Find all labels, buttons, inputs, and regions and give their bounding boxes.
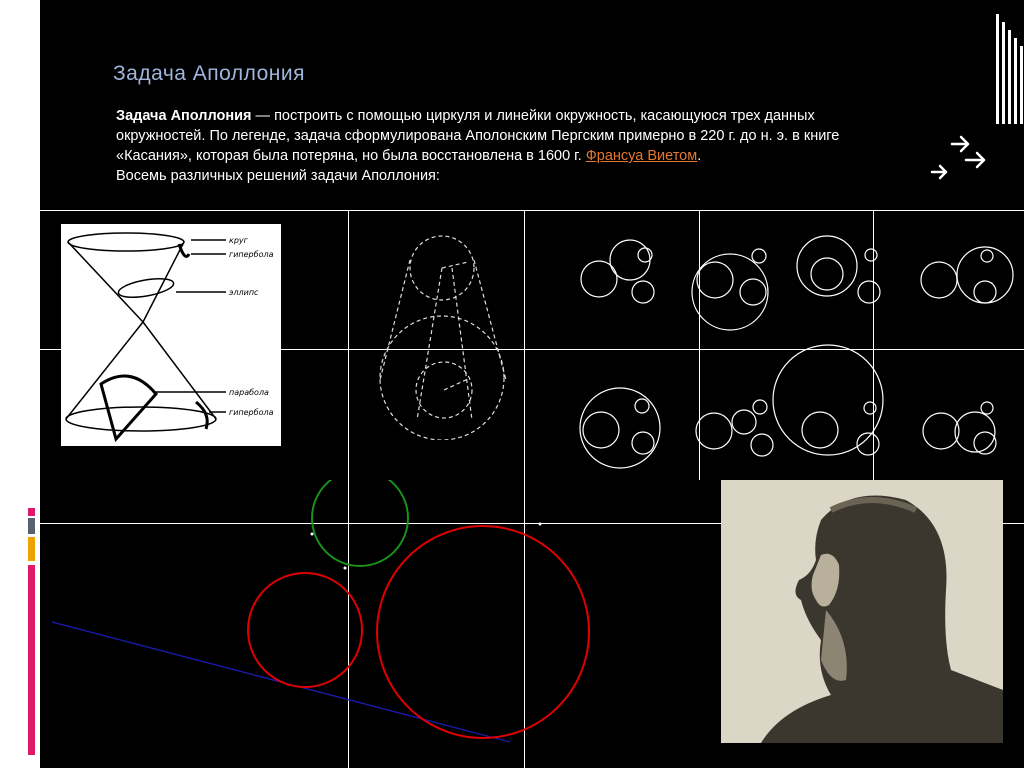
slide-paragraph bbox=[116, 106, 856, 186]
solution-diagram-3 bbox=[795, 230, 885, 310]
label-hyperbola-top: гипербола bbox=[229, 250, 274, 259]
solution-diagram-2 bbox=[685, 240, 775, 335]
label-ellipse: эллипс bbox=[229, 288, 259, 297]
solution-diagram-7 bbox=[770, 340, 890, 465]
paragraph-text: — построить с помощью циркуля и линейки окружность, касающуюся трех данных окружностей. По легенде, задача сформулирована Аполонским Пергским примерно в 220 г. до н. э. в книге «Касания», которая была потеряна, но была восстановлена в 1600 г. bbox=[116, 108, 840, 164]
paragraph-end: . bbox=[697, 148, 702, 164]
solution-diagram-4 bbox=[915, 240, 1015, 310]
apollonius-portrait bbox=[721, 480, 1003, 743]
viete-link[interactable]: Франсуа Виетом bbox=[585, 148, 698, 164]
portrait-drawing bbox=[721, 480, 1003, 743]
accent-bar-pink-top bbox=[28, 508, 35, 516]
solution-diagram-5 bbox=[575, 380, 665, 475]
cone-drawing bbox=[61, 224, 281, 446]
solutions-caption: Восемь различных решений задачи Аполлония: bbox=[116, 168, 440, 184]
term-bold: Задача Аполлония bbox=[116, 108, 252, 124]
bookmark-icon bbox=[996, 14, 1024, 124]
label-circle: круг bbox=[229, 236, 248, 245]
slide-title: Задача Аполлония bbox=[113, 62, 306, 85]
label-hyperbola-bottom: гипербола bbox=[229, 408, 274, 417]
divider-top bbox=[40, 210, 1024, 211]
conic-sections-image bbox=[61, 224, 281, 446]
accent-bar-gray bbox=[28, 518, 35, 534]
solution-diagram-1 bbox=[575, 235, 665, 310]
arrow-right-icon bbox=[928, 132, 994, 184]
solution-diagram-6 bbox=[690, 395, 780, 465]
apollonius-construction bbox=[40, 480, 600, 768]
label-parabola: парабола bbox=[229, 388, 269, 397]
solution-diagram-8 bbox=[915, 395, 1015, 465]
tangent-cone-diagram bbox=[372, 230, 522, 440]
accent-bar-pink bbox=[28, 565, 35, 755]
accent-bar-orange bbox=[28, 537, 35, 561]
